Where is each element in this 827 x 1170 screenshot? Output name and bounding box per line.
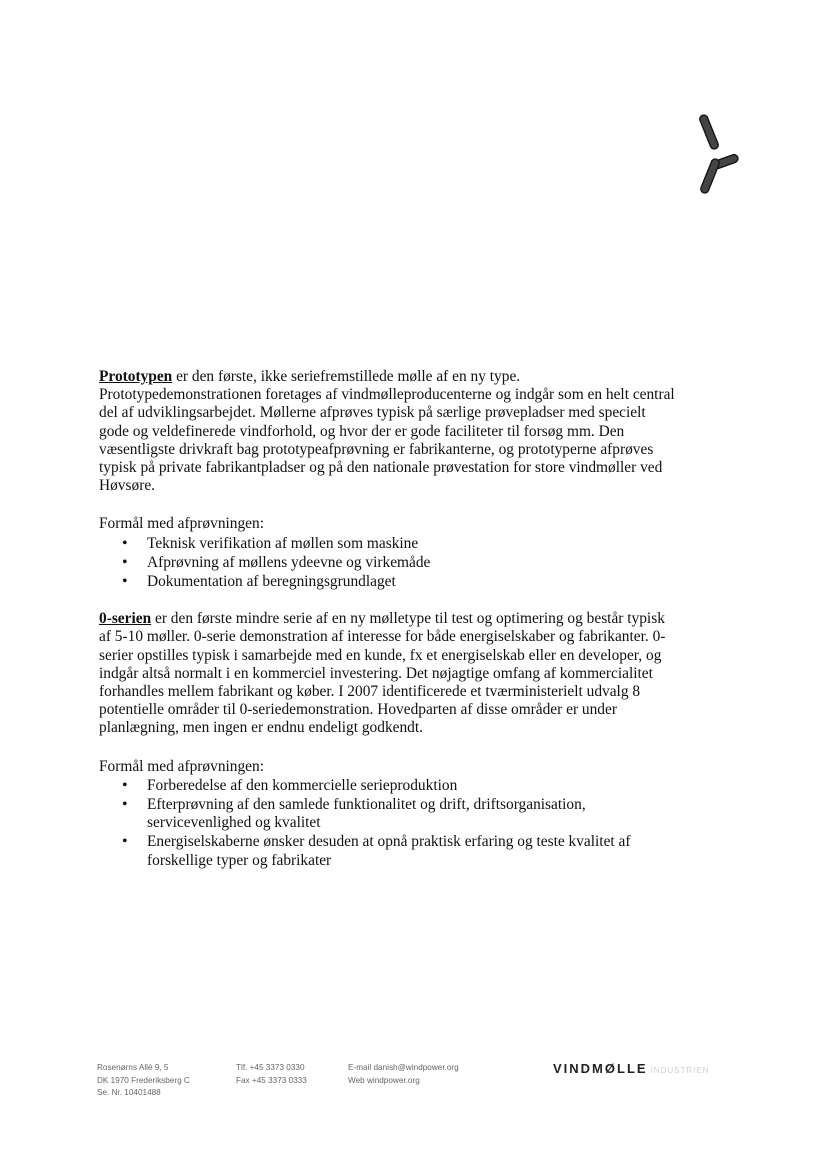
zero-series-text: er den første mindre serie af en ny mølletype til test og optimering og består typisk af 5-10 møller. 0-serie demonstration af interesse for både energiselskaber og fabrikanter. 0-serier opstilles typisk i samarbejde med en kunde, fx et energiselskab eller en developer, og indgår altså normalt i en kommerciel investering. Det nøjagtige omfang af kommercialitet forhandles mellem fabrikant og køber. I 2007 identificerede et tværministerielt udvalg 8 potentielle områder til 0-seriedemonstration. Hovedparten af disse områder er under planlægning, men ingen er endnu endeligt godkendt. [99, 610, 666, 737]
email-line: E-mail danish@windpower.org [348, 1063, 459, 1072]
purpose-list-2 [99, 777, 679, 870]
document-body [99, 368, 679, 870]
brand-name: VINDMØLLE [553, 1061, 648, 1076]
list-item: • Efterprøvning af den samlede funktionalitet og drift, driftsorganisation, servicevenlighed og kvalitet [147, 796, 679, 832]
footer-web [348, 1062, 459, 1087]
brand-suffix: INDUSTRIEN [650, 1066, 710, 1075]
list-item: • Energiselskaberne ønsker desuden at opnå praktisk erfaring og teste kvalitet af forskellige typer og fabrikater [147, 833, 679, 869]
zero-series-paragraph [99, 610, 679, 737]
address-line: Se. Nr. 10401488 [97, 1088, 161, 1097]
address-line: Rosenørns Allé 9, 5 [97, 1063, 169, 1072]
prototype-term: Prototypen [99, 368, 173, 385]
footer-address [97, 1062, 190, 1100]
web-line: Web windpower.org [348, 1075, 420, 1085]
list-item: • Afprøvning af møllens ydeevne og virkemåde [147, 554, 679, 572]
purpose-heading-2: Formål med afprøvningen: [99, 757, 264, 775]
address-line: DK 1970 Frederiksberg C [97, 1075, 190, 1085]
list-item: • Dokumentation af beregningsgrundlaget [147, 573, 679, 591]
letterhead-footer [0, 1062, 827, 1112]
zero-series-term: 0-serien [99, 610, 152, 628]
purpose-list-1 [99, 535, 679, 592]
list-item: • Teknisk verifikation af møllen som maskine [147, 535, 679, 553]
purpose-heading-1: Formål med afprøvningen: [99, 515, 264, 533]
prototype-text: er den første, ikke seriefremstillede mølle af en ny type. Prototypedemonstrationen foretages af vindmølleproducenterne og indgår som en helt central del af udviklingsarbejdet. Møllerne afprøves typisk på særlige prøvepladser med specielt gode og veldefinerede vindforhold, og hvor der er gode faciliteter til forsøg mm. Den væsentligste drivkraft bag prototypeafprøvning er fabrikanterne, og prototyperne afprøves typisk på private fabrikantpladser og på den nationale prøvestation for store vindmøller ved Høvsøre. [99, 368, 675, 495]
phone-line: Tlf. +45 3373 0330 [236, 1063, 305, 1072]
prototype-paragraph [99, 368, 679, 495]
list-item: • Forberedelse af den kommercielle serieproduktion [147, 777, 679, 795]
fax-line: Fax +45 3373 0333 [236, 1075, 307, 1085]
wind-turbine-logo-icon [696, 112, 752, 196]
footer-phone [236, 1062, 307, 1087]
brand-wordmark [553, 1063, 709, 1078]
